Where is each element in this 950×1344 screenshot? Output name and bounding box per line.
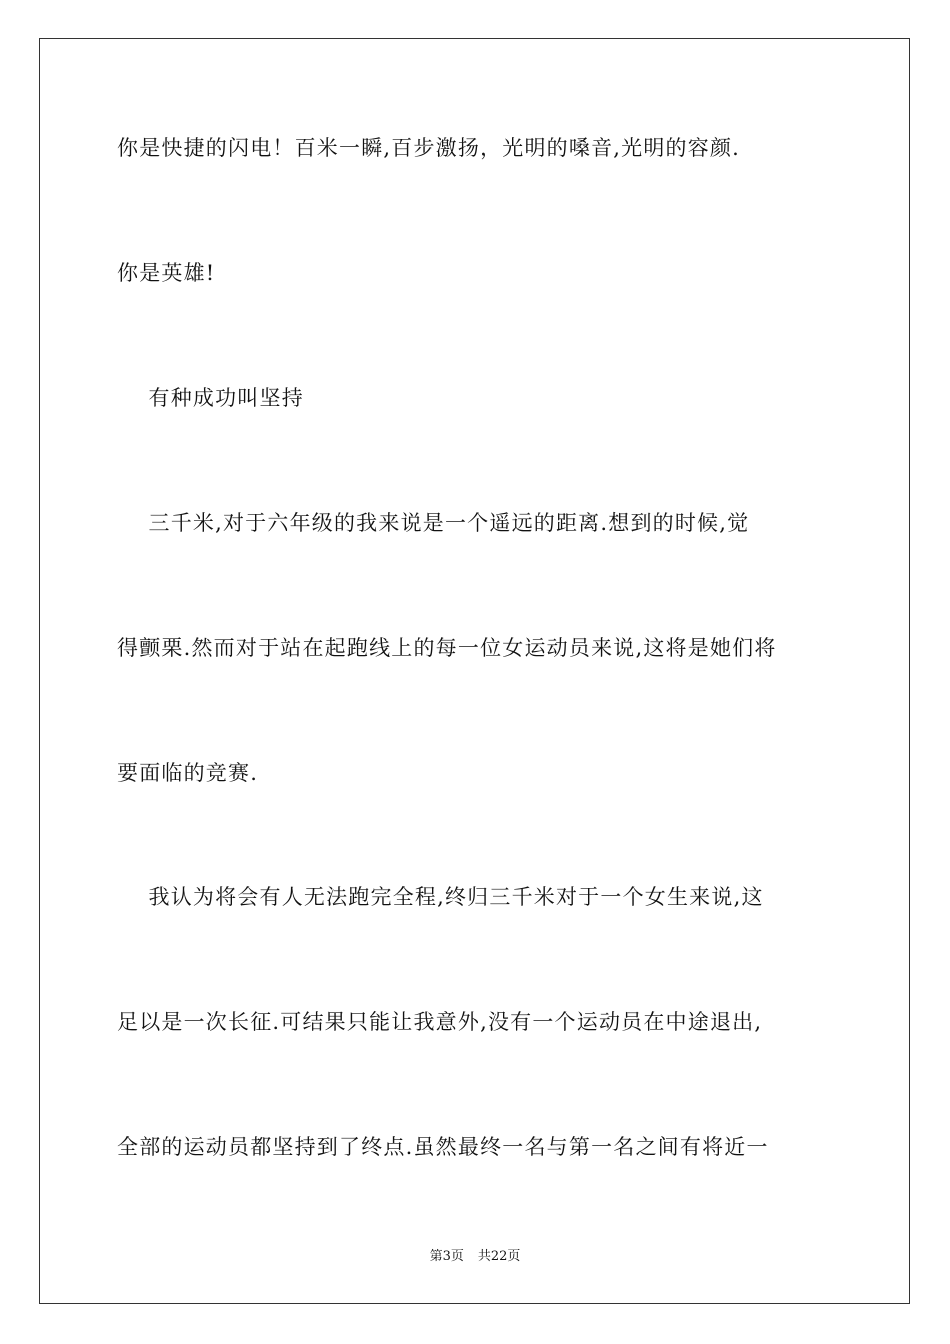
paragraph-line-7: 我认为将会有人无法跑完全程,终归三千米对于一个女生来说,这 [117,885,764,909]
page-footer [0,1248,950,1266]
paragraph-line-5: 得颤栗.然而对于站在起跑线上的每一位女运动员来说,这将是她们将 [117,636,777,660]
paragraph-line-4: 三千米,对于六年级的我来说是一个遥远的距离.想到的时候,觉 [117,511,750,535]
paragraph-line-2: 你是英雄! [117,261,216,285]
page-border [39,38,910,1304]
section-heading: 有种成功叫坚持 [117,386,304,410]
paragraph-line-1: 你是快捷的闪电！百米一瞬,百步激扬，光明的嗓音,光明的容颜. [117,136,741,160]
paragraph-line-9: 全部的运动员都坚持到了终点.虽然最终一名与第一名之间有将近一 [117,1135,769,1159]
page-total: 共22页 [477,1249,521,1264]
page-number: 第3页 [429,1249,464,1264]
paragraph-line-6: 要面临的竞赛. [117,761,259,785]
paragraph-line-8: 足以是一次长征.可结果只能让我意外,没有一个运动员在中途退出, [117,1010,763,1034]
